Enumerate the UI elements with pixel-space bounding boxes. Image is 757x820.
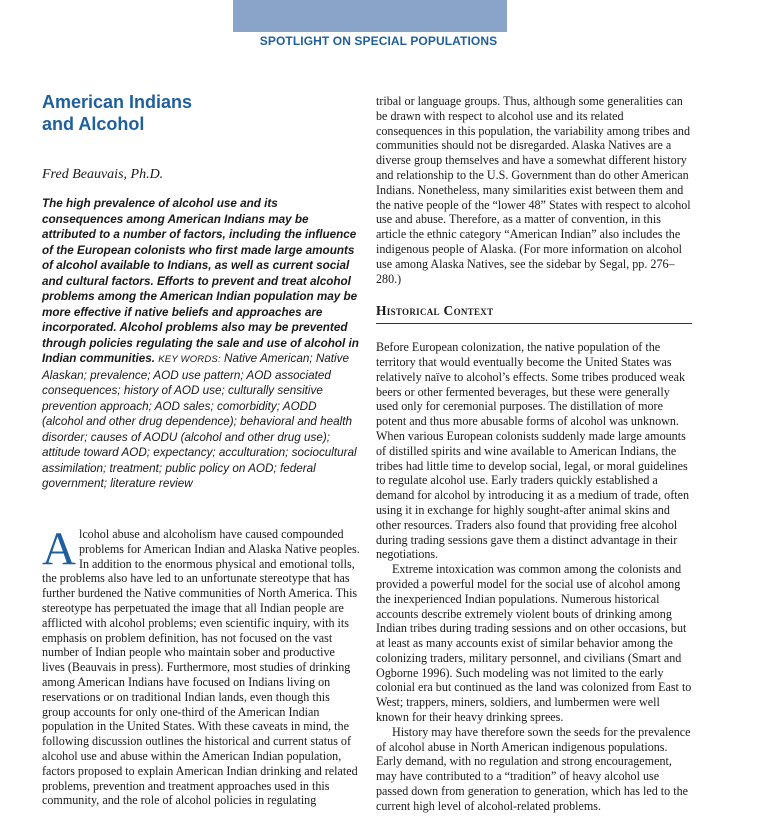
header-accent-bar	[233, 0, 507, 32]
right-column	[376, 94, 692, 814]
abstract-text: The high prevalence of alcohol use and its consequences among American Indians may be attributed to a number of factors, including the influence of the European colonists who first made large amounts of alcohol available to Indians, as well as current social and cultural factors. Efforts to prevent and treat alcohol problems among the American Indian population may be more effective if native beliefs and approaches are incorporated. Alcohol problems also may be prevented through policies regulating the sale and use of alcohol in Indian communities.	[42, 197, 359, 365]
historical-paragraph-1: Before European colonization, the native population of the territory that would eventually become the United States was relatively naïve to alcohol’s effects. Some tribes produced weak beers or other fermented beverages, but these were generally used only for ceremonial purposes. The distillation of more potent and thus more abusable forms of alcohol was unknown. When various European colonists suddenly made large amounts of distilled spirits and wine available to American Indians, the tribes had little time to develop social, legal, or moral guidelines to regulate alcohol use. Early traders quickly established a demand for alcohol by introducing it as a medium of trade, often using it in exchange for highly sought-after animal skins and other resources. Traders also found that providing free alcohol during trading sessions gave them a distinct advantage in their negotiations.	[376, 340, 690, 562]
title-line-2: and Alcohol	[42, 114, 145, 134]
keywords-label: KEY WORDS:	[158, 354, 221, 365]
intro-paragraph	[42, 523, 360, 808]
abstract	[42, 196, 360, 492]
keywords-list: Native American; Native Alaskan; prevalence; AOD use pattern; AOD associated consequences; history of AOD use; culturally sensitive prevention approach; AOD sales; comorbidity; AODD (alcohol and other drug dependence); behavioral and health disorder; causes of AODU (alcohol and other drug use); attitude toward AOD; expectancy; acculturation; sociocultural assimilation; treatment; public policy on AOD; federal government; literature review	[42, 352, 357, 490]
article-title	[42, 91, 342, 135]
intro-text: lcohol abuse and alcoholism have caused compounded problems for American Indian and Alaska Native peoples. In addition to the enormous physical and emotional tolls, the problems also have led to an unfortunate stereotype that has further burdened the Native communities of North America. This stereotype has perpetuated the image that all Indian people are afflicted with alcohol problems; even scientific inquiry, with its emphasis on problem definition, has not focused on the vast number of Indian people who maintain sober and productive lives (Beauvais in press). Furthermore, most studies of drinking among American Indians have focused on Indians living on reservations or on traditional Indian lands, even though this group accounts for only one-third of the American Indian population in the United States. With these caveats in mind, the following discussion outlines the historical and current status of alcohol use and abuse within the American Indian population, factors proposed to explain American Indian drinking and related problems, prevention and treatment approaches used in this community, and the role of alcohol policies in regulating	[42, 527, 360, 808]
section-heading-historical-context: Historical Context	[376, 304, 692, 324]
historical-paragraph-2: Extreme intoxication was common among the colonists and provided a powerful model for the social use of alcohol among the inexperienced Indian populations. Numerous historical accounts describe extremely violent bouts of drinking among Indian tribes during trading sessions and on other occasions, but at least as many accounts exist of similar behavior among the colonizing traders, military personnel, and civilians (Smart and Ogborne 1996). Such modeling was not limited to the early colonial era but continued as the land was colonized from East to West; trappers, miners, soldiers, and lumbermen were well known for their heavy drinking sprees.	[376, 562, 692, 725]
intro-continuation: tribal or language groups. Thus, although some generalities can be drawn with respect to alcohol use and its related consequences in this population, the variability among tribes and communities should not be disregarded. Alaska Natives are a diverse group themselves and have a somewhat different history and relationship to the U.S. Government than do other American Indians. Nonetheless, many similarities exist between them and the native people of the “lower 48” States with respect to alcohol use and abuse. Therefore, as a matter of convention, in this article the ethnic category “American Indian” also includes the indigenous people of Alaska. (For more information on alcohol use among Alaska Natives, see the sidebar by Segal, pp. 276–280.)	[376, 94, 691, 286]
author-byline: Fred Beauvais, Ph.D.	[42, 167, 164, 182]
drop-cap: A	[42, 523, 76, 575]
title-line-1: American Indians	[42, 92, 193, 112]
historical-paragraph-3: History may have therefore sown the seeds for the prevalence of alcohol abuse in North American indigenous populations. Early demand, with no regulation and strong encouragement, may have contributed to a “tradition” of heavy alcohol use passed down from generation to generation, which has led to the current high level of alcohol-related problems.	[376, 724, 691, 813]
section-label: SPOTLIGHT ON SPECIAL POPULATIONS	[259, 34, 498, 48]
